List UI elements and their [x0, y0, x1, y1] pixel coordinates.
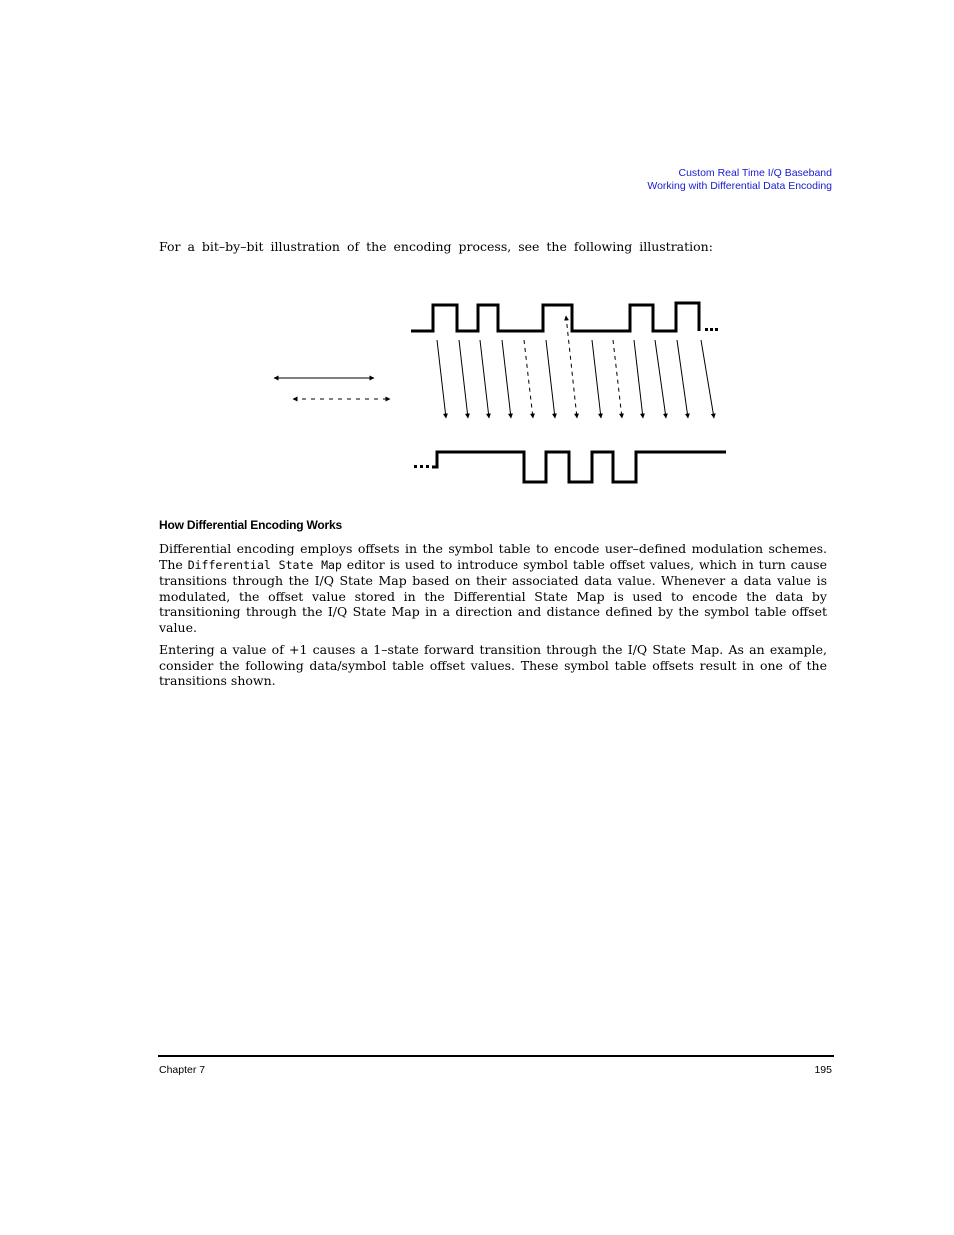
paragraph-offset-example: Entering a value of +1 causes a 1–state forward transition through the I/Q State Map. As an example, consider the following data/symbol table offset values. These symbol table offsets result in one of the transitions shown.: [159, 642, 827, 689]
transition-arrow: [655, 340, 666, 418]
section-heading: How Differential Encoding Works: [159, 518, 342, 532]
data-bit-waveform: [411, 303, 699, 331]
header-chapter-title: Custom Real Time I/Q Baseband: [678, 167, 832, 179]
header-section-title: Working with Differential Data Encoding: [647, 180, 832, 192]
intro-paragraph: For a bit–by–bit illustration of the encoding process, see the following illustration:: [159, 239, 713, 254]
transition-arrow-dashed: [613, 340, 622, 418]
paragraph-text: Differential encoding employs offsets in the symbol table to encode user–defined modulation schemes. The: [159, 541, 827, 572]
encoded-waveform-continuation-dots: [414, 465, 429, 468]
data-waveform-continuation-dots: [705, 328, 718, 331]
transition-arrow: [437, 340, 446, 418]
transition-arrow: [701, 340, 714, 418]
paragraph-differential-encoding: [159, 541, 827, 636]
code-differential-state-map: Differential State Map: [187, 557, 342, 572]
transition-arrow: [480, 340, 489, 418]
footer-divider: [158, 1055, 834, 1057]
transition-arrow: [459, 340, 468, 418]
transition-arrow: [502, 340, 511, 418]
footer-page-number: 195: [814, 1064, 832, 1076]
transition-arrow: [634, 340, 643, 418]
transition-arrow-dashed: [524, 340, 533, 418]
transition-arrow: [546, 340, 555, 418]
transition-arrow: [677, 340, 688, 418]
transition-arrow: [592, 340, 601, 418]
encoding-illustration: [0, 0, 954, 520]
footer-chapter: Chapter 7: [159, 1064, 206, 1076]
encoded-symbol-waveform: [432, 452, 726, 482]
paragraph-text: editor is used to introduce symbol table offset values, which in turn cause transitions through the I/Q State Map based on their associated data value. Whenever a data value is modulated, the offset value stored in the Differential State Map is used to encode the data by transitioning through the I/Q State Map in a direction and distance defined by the symbol table offset value.: [159, 556, 827, 635]
